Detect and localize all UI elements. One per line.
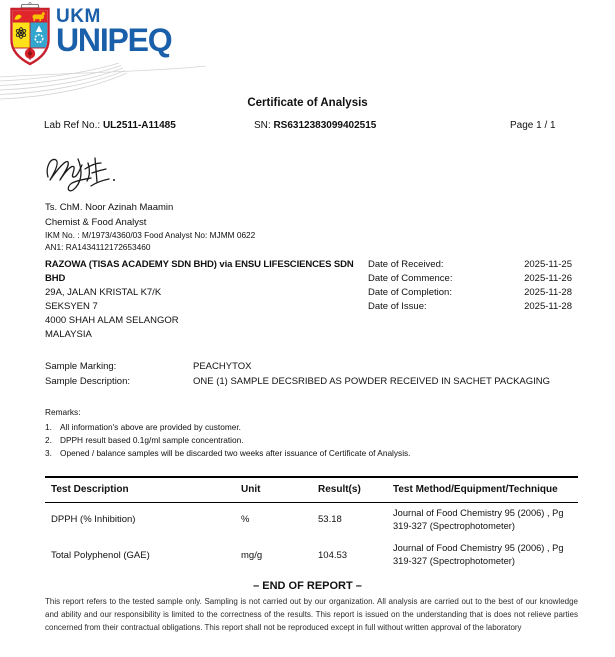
date-row	[368, 272, 572, 286]
serial-number	[254, 120, 376, 131]
remarks-title: Remarks:	[45, 407, 81, 417]
table-row	[45, 536, 578, 574]
sample-block	[45, 359, 580, 389]
signature-image	[42, 151, 120, 195]
cell-test-description: Total Polyphenol (GAE)	[51, 549, 150, 561]
date-row	[368, 258, 572, 272]
brand-wordmark	[56, 6, 172, 58]
remark-text: Opened / balance samples will be discarded two weeks after issuance of Certificate of Analysis.	[60, 448, 411, 458]
cell-unit: %	[241, 514, 250, 525]
cell-method: Journal of Food Chemistry 95 (2006) , Pg 319-327 (Spectrophotometer)	[393, 507, 564, 531]
lab-ref-no	[44, 120, 176, 131]
customer-address-line: MALAYSIA	[45, 329, 92, 340]
unipeq-wordmark: UNIPEQ	[56, 22, 172, 58]
dates-block	[368, 258, 572, 314]
sample-marking-row	[45, 359, 580, 374]
date-label: Date of Issue:	[368, 301, 427, 312]
ukm-crest-icon	[8, 2, 52, 66]
date-row	[368, 286, 572, 300]
date-label: Date of Completion:	[368, 287, 452, 298]
remark-text: All information's above are provided by customer.	[60, 422, 241, 432]
customer-address-line: 29A, JALAN KRISTAL K7/K	[45, 287, 162, 298]
date-label: Date of Received:	[368, 259, 444, 270]
cell-result: 53.18	[318, 514, 342, 525]
remark-number: 2.	[45, 435, 52, 445]
customer-block	[45, 258, 375, 342]
table-row	[45, 503, 578, 536]
date-row	[368, 300, 572, 314]
table-header-method: Test Method/Equipment/Technique	[393, 484, 558, 495]
remark-item	[45, 421, 580, 434]
sn-label: SN:	[254, 120, 271, 131]
table-header-unit: Unit	[241, 484, 261, 495]
analyst-an1-line: AN1: RA1434112172653460	[45, 241, 151, 252]
cell-unit: mg/g	[241, 549, 263, 561]
sample-description-value: ONE (1) SAMPLE DECSRIBED AS POWDER RECEIVED IN SACHET PACKAGING	[193, 376, 551, 387]
customer-name: RAZOWA (TISAS ACADEMY SDN BHD) via ENSU LIFESCIENCES SDN BHD	[45, 259, 354, 284]
sample-marking-value: PEACHYTOX	[193, 361, 252, 372]
remark-number: 3.	[45, 448, 52, 458]
date-label: Date of Commence:	[368, 273, 453, 284]
remark-item	[45, 447, 580, 460]
date-value: 2025-11-25	[524, 259, 572, 270]
sample-description-row	[45, 374, 580, 389]
table-header-row	[45, 478, 578, 503]
cell-test-description: DPPH (% Inhibition)	[51, 514, 136, 525]
date-value: 2025-11-28	[524, 287, 572, 298]
page-title: Certificate of Analysis	[247, 97, 368, 109]
remark-item	[45, 434, 580, 447]
remarks-block	[45, 406, 580, 460]
lab-ref-label: Lab Ref No.:	[44, 120, 101, 131]
footer-disclaimer: This report refers to the tested sample only. Sampling is not carried out by our organization. All analysis are carried out to the best of our knowledge and ability and our responsibility is limited to the correctness of the results. This report is issued on the understanding that is does not relieve parties concerned from their contractual obligations. This report shall not be reproduced except in full without written approval of the laboratory	[45, 597, 578, 632]
cell-result: 104.53	[318, 549, 348, 561]
results-table	[45, 476, 578, 574]
sample-description-label: Sample Description:	[45, 376, 131, 387]
customer-address-line: SEKSYEN 7	[45, 301, 98, 312]
cell-method: Journal of Food Chemistry 95 (2006) , Pg 319-327 (Spectrophotometer)	[393, 543, 564, 566]
analyst-ikm-line: IKM No. : M/1973/4360/03 Food Analyst No: MJMM 0622	[45, 230, 256, 240]
table-header-results: Result(s)	[318, 484, 361, 495]
remark-text: DPPH result based 0.1g/ml sample concentration.	[60, 435, 244, 445]
end-of-report-marker: – END OF REPORT –	[253, 580, 362, 592]
customer-address-line: 4000 SHAH ALAM SELANGOR	[45, 315, 179, 326]
page-indicator: Page 1 / 1	[510, 120, 556, 131]
analyst-block	[45, 201, 255, 253]
remark-number: 1.	[45, 422, 52, 432]
sample-marking-label: Sample Marking:	[45, 361, 117, 372]
analyst-role: Chemist & Food Analyst	[45, 216, 147, 228]
date-value: 2025-11-28	[524, 301, 572, 312]
ukm-wordmark: UKM	[56, 6, 101, 27]
table-header-test-description: Test Description	[51, 484, 129, 495]
date-value: 2025-11-26	[524, 273, 572, 284]
analyst-name: Ts. ChM. Noor Azinah Maamin	[45, 202, 174, 213]
sn-value: RS6312383099402515	[273, 120, 377, 131]
lab-ref-value: UL2511-A11485	[102, 120, 176, 131]
